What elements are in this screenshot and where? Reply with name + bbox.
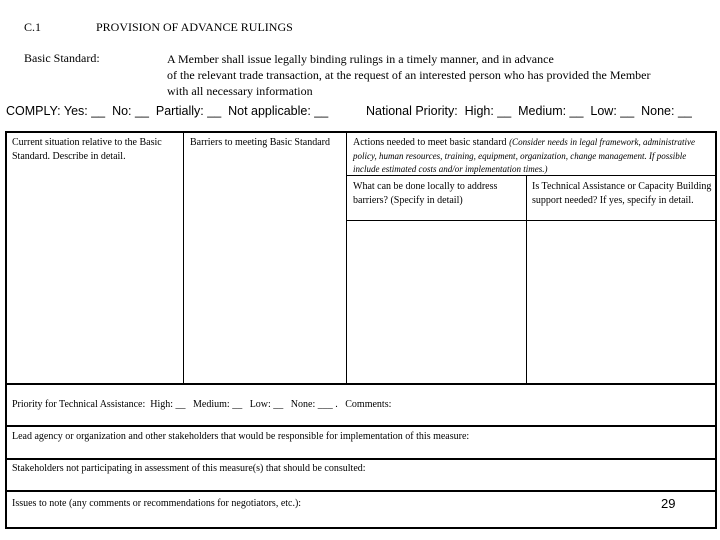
local-actions-header: What can be done locally to address barriers? (Specify in detail)	[353, 181, 498, 206]
basic-standard-line: of the relevant trade transaction, at the request of an interested person who has provided the Member	[167, 68, 651, 82]
stakeholders-row: Stakeholders not participating in assessment of this measure(s) that should be consulted:	[12, 463, 366, 474]
lead-agency-row: Lead agency or organization and other stakeholders that would be responsible for implementation of this measure:	[12, 431, 470, 442]
section-number: C.1	[24, 20, 42, 34]
actions-header-title: Actions needed to meet basic standard	[353, 137, 507, 148]
basic-standard-line: A Member shall issue legally binding rulings in a timely manner, and in advance	[167, 52, 554, 66]
actions-header	[353, 136, 713, 177]
basic-standard-text	[167, 51, 651, 99]
page-number: 29	[661, 496, 676, 511]
national-priority-line: National Priority: High: __ Medium: __ Low: __ None: __	[366, 104, 692, 118]
ta-comments-label: Comments:	[345, 399, 392, 410]
barriers-header: Barriers to meeting Basic Standard	[190, 137, 330, 148]
basic-standard-label: Basic Standard:	[24, 51, 100, 65]
basic-standard-line: with all necessary information	[167, 84, 313, 98]
ta-priority-text: Priority for Technical Assistance: High: __ Medium: __ Low: __ None: ___ .	[12, 399, 346, 410]
actions-header-note: (Consider needs in legal framework, administrative policy, human resources, training, equipment, organization, change management. If possible include estimated costs and/or implementation times.)	[353, 137, 696, 174]
comply-line: COMPLY: Yes: __ No: __ Partially: __ Not applicable: __	[6, 104, 329, 118]
issues-row: Issues to note (any comments or recommendations for negotiators, etc.):	[12, 498, 302, 509]
technical-assistance-header: Is Technical Assistance or Capacity Building support needed? If yes, specify in detail.	[532, 181, 712, 206]
current-situation-header: Current situation relative to the Basic Standard. Describe in detail.	[12, 137, 162, 162]
section-title: PROVISION OF ADVANCE RULINGS	[96, 20, 293, 34]
ta-priority-row	[12, 398, 391, 412]
